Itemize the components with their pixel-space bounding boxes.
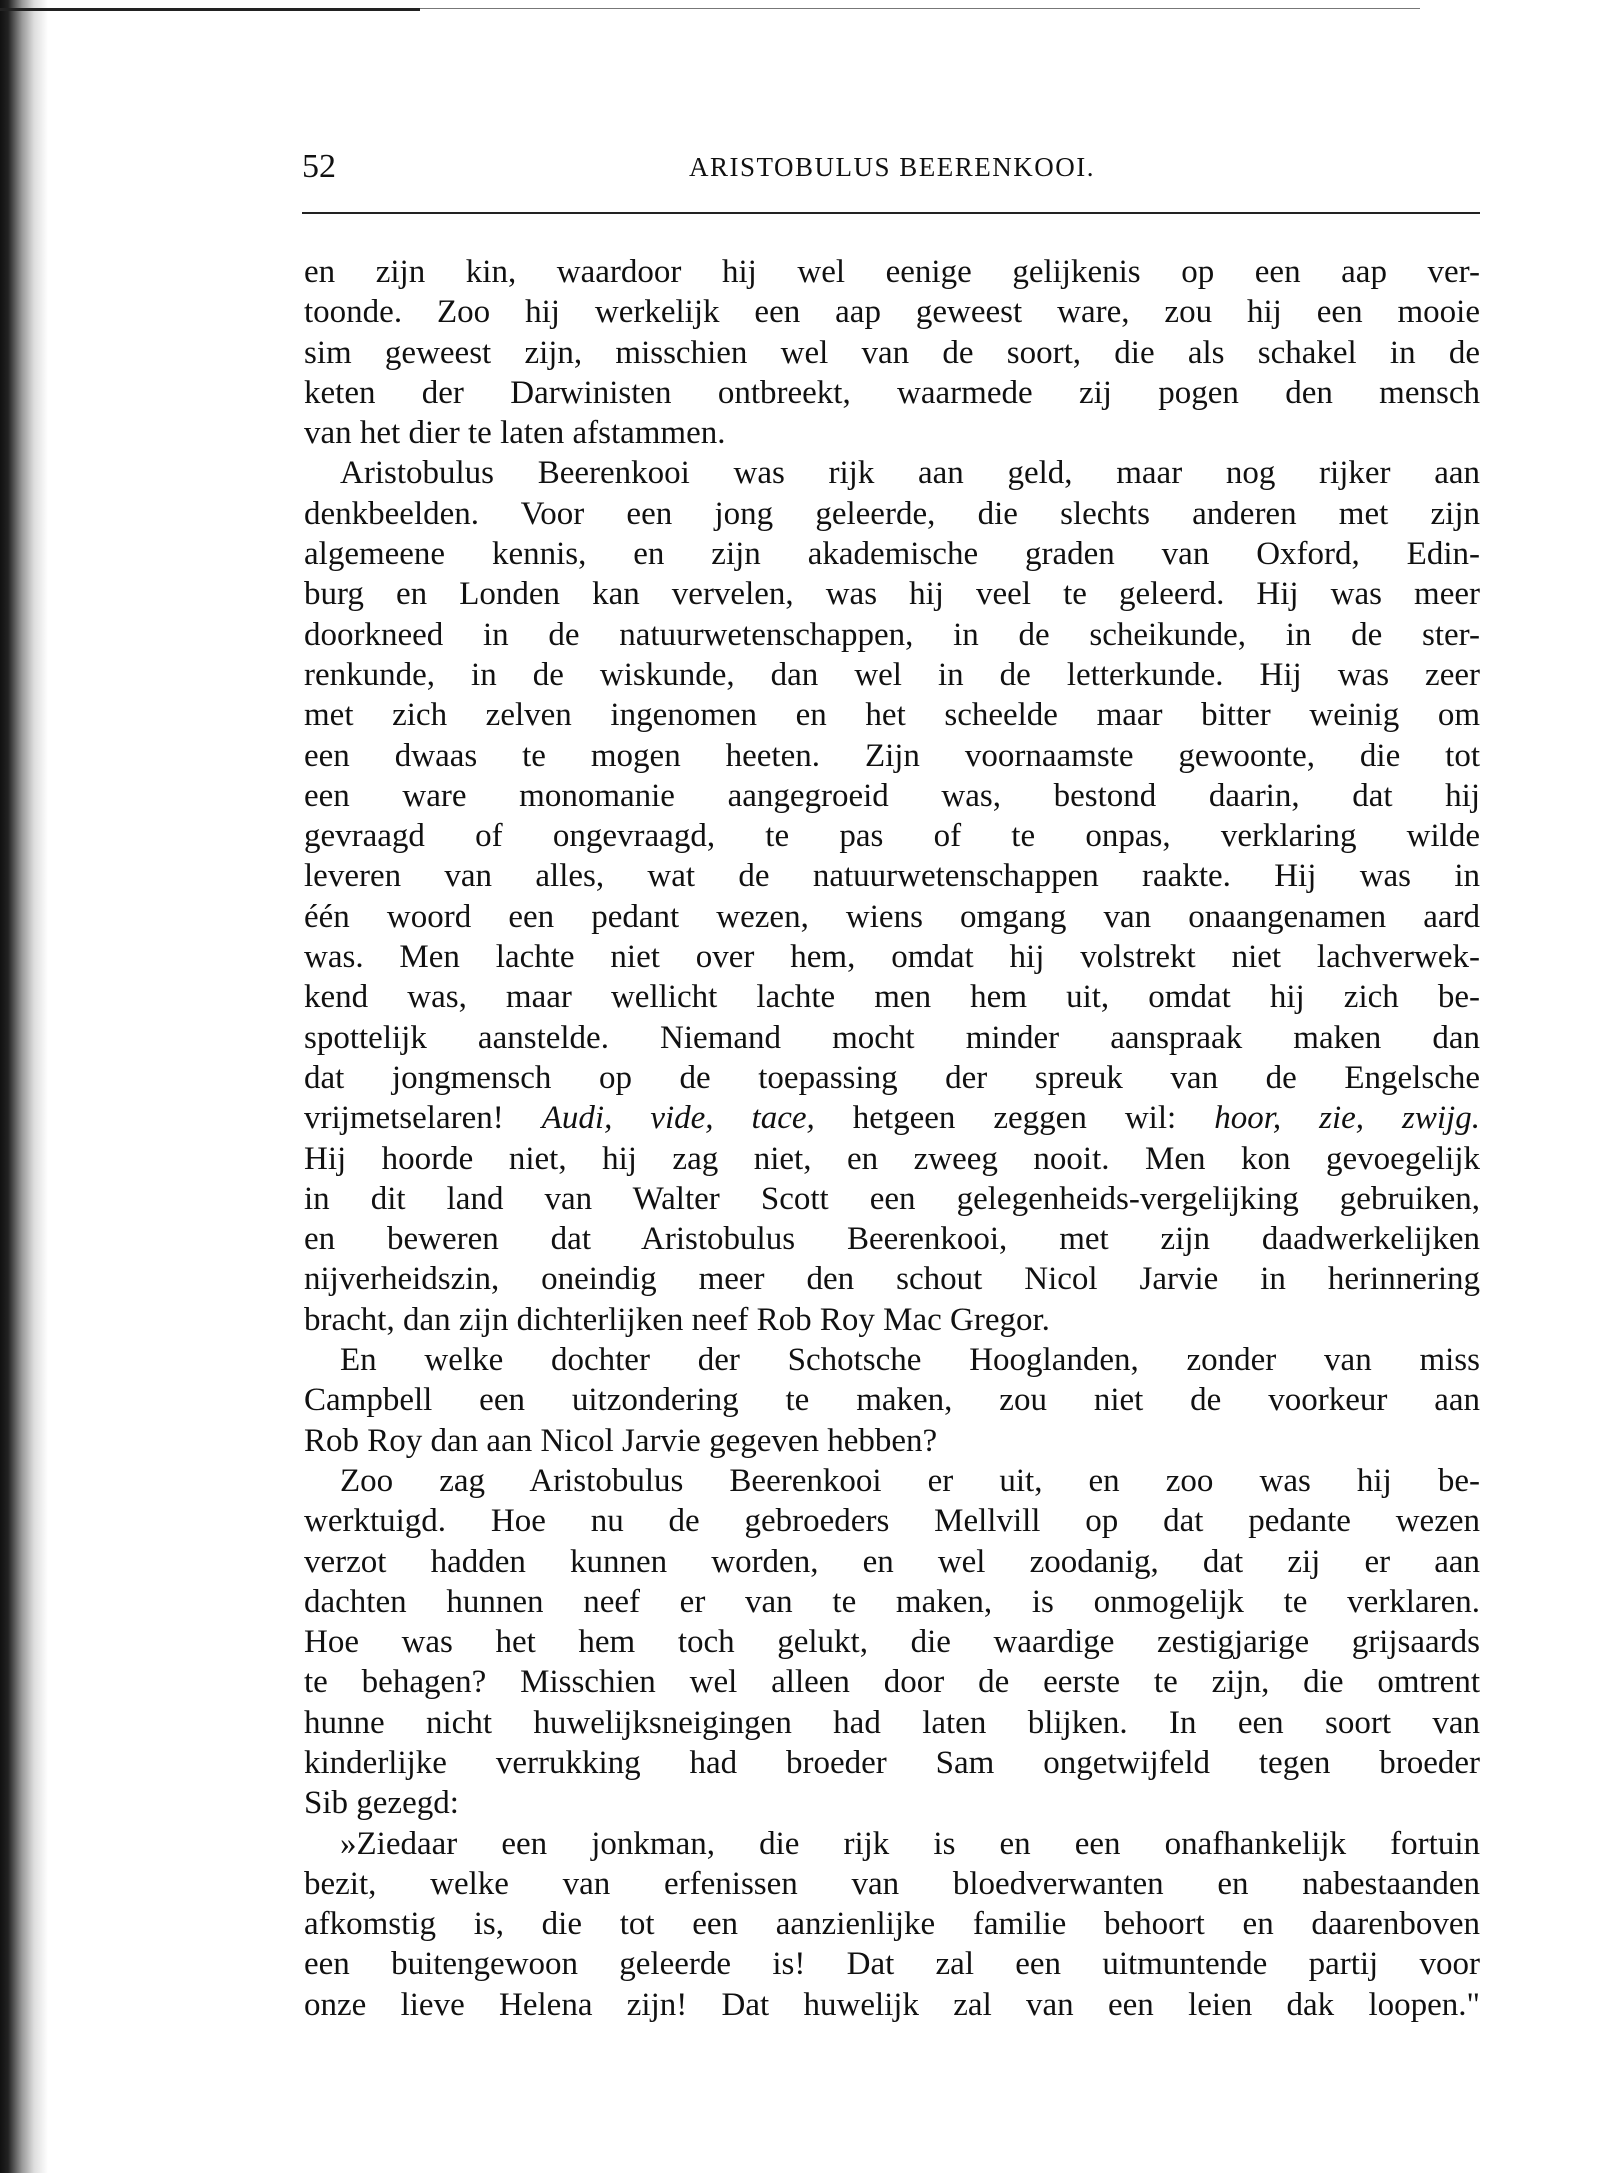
text-segment: met zich zelven ingenomen en het scheelde maar bitter weinig om — [304, 697, 1480, 734]
text-line — [304, 333, 1480, 373]
text-line — [304, 413, 1480, 453]
text-segment: Aristobulus Beerenkooi was rijk aan geld, maar nog rijker aan — [340, 455, 1480, 492]
text-segment: dat jongmensch op de toepassing der spreuk van de Engelsche — [304, 1059, 1480, 1096]
text-line — [304, 1259, 1480, 1299]
text-segment: Hoe was het hem toch gelukt, die waardige zestigjarige grijsaards — [304, 1624, 1480, 1661]
scanned-top-edge-line — [420, 8, 1420, 9]
text-line — [304, 1501, 1480, 1541]
text-line — [304, 1542, 1480, 1582]
text-segment: Hij hoorde niet, hij zag niet, en zweeg nooit. Men kon gevoegelijk — [304, 1140, 1480, 1177]
text-segment: Campbell een uitzondering te maken, zou niet de voorkeur aan — [304, 1382, 1480, 1419]
text-segment: kend was, maar wellicht lachte men hem uit, omdat hij zich be- — [304, 979, 1480, 1016]
text-line — [304, 695, 1480, 735]
text-segment: onze lieve Helena zijn! Dat huwelijk zal van een leien dak loopen." — [304, 1986, 1480, 2023]
text-line — [304, 534, 1480, 574]
text-segment: En welke dochter der Schotsche Hooglanden, zonder van miss — [340, 1342, 1480, 1379]
text-line — [304, 897, 1480, 937]
text-segment: een dwaas te mogen heeten. Zijn voornaamste gewoonte, die tot — [304, 737, 1480, 774]
text-segment: hunne nicht huwelijksneigingen had laten blijken. In een soort van — [304, 1704, 1480, 1741]
text-line — [304, 1985, 1480, 2025]
text-line — [304, 1139, 1480, 1179]
text-segment: in dit land van Walter Scott een gelegenheids-vergelijking gebruiken, — [304, 1180, 1480, 1217]
text-segment: renkunde, in de wiskunde, dan wel in de letterkunde. Hij was zeer — [304, 656, 1480, 693]
text-line — [304, 776, 1480, 816]
text-line — [304, 453, 1480, 493]
text-segment: kinderlijke verrukking had broeder Sam ongetwijfeld tegen broeder — [304, 1744, 1480, 1781]
page-header — [302, 148, 1482, 192]
text-line — [304, 1219, 1480, 1259]
text-segment: vrijmetselaren! — [304, 1100, 542, 1137]
italic-phrase: Audi, vide, tace, — [541, 1100, 815, 1137]
text-line — [304, 373, 1480, 413]
text-line — [304, 1703, 1480, 1743]
text-segment: sim geweest zijn, misschien wel van de soort, die als schakel in de — [304, 334, 1480, 371]
text-segment: toonde. Zoo hij werkelijk een aap geweest ware, zou hij een mooie — [304, 294, 1480, 331]
header-rule — [302, 212, 1480, 214]
text-segment: bracht, dan zijn dichterlijken neef Rob Roy Mac Gregor. — [304, 1301, 1050, 1338]
text-line — [304, 816, 1480, 856]
text-segment: van het dier te laten afstammen. — [304, 415, 726, 452]
text-line — [304, 1179, 1480, 1219]
scanned-page-edge — [0, 0, 48, 2173]
text-line — [304, 977, 1480, 1017]
text-line — [304, 1098, 1480, 1138]
text-segment: een ware monomanie aangegroeid was, bestond daarin, dat hij — [304, 777, 1480, 814]
text-line — [304, 252, 1480, 292]
text-line — [304, 655, 1480, 695]
text-line — [304, 1018, 1480, 1058]
text-line — [304, 1300, 1480, 1340]
page-number: 52 — [302, 148, 336, 185]
running-title: ARISTOBULUS BEERENKOOI. — [688, 152, 1095, 182]
text-segment: bezit, welke van erfenissen van bloedverwanten en nabestaanden — [304, 1865, 1480, 1902]
text-line — [304, 1380, 1480, 1420]
text-line — [304, 1340, 1480, 1380]
text-line — [304, 1662, 1480, 1702]
text-segment: leveren van alles, wat de natuurwetenschappen raakte. Hij was in — [304, 858, 1480, 895]
text-segment: Zoo zag Aristobulus Beerenkooi er uit, en zoo was hij be- — [340, 1462, 1480, 1499]
text-segment: burg en Londen kan vervelen, was hij veel te geleerd. Hij was meer — [304, 576, 1480, 613]
text-line — [304, 292, 1480, 332]
text-segment: te behagen? Misschien wel alleen door de eerste te zijn, die omtrent — [304, 1664, 1480, 1701]
text-segment: »Ziedaar een jonkman, die rijk is en een onafhankelijk fortuin — [340, 1825, 1480, 1862]
text-line — [304, 1743, 1480, 1783]
text-line — [304, 1783, 1480, 1823]
text-line — [304, 1824, 1480, 1864]
scanned-top-edge — [0, 8, 420, 11]
text-line — [304, 1622, 1480, 1662]
text-segment: dachten hunnen neef er van te maken, is onmogelijk te verklaren. — [304, 1583, 1480, 1620]
text-line — [304, 1421, 1480, 1461]
text-segment: en beweren dat Aristobulus Beerenkooi, met zijn daadwerkelijken — [304, 1221, 1480, 1258]
text-segment: en zijn kin, waardoor hij wel eenige gelijkenis op een aap ver- — [304, 254, 1480, 290]
text-segment: een buitengewoon geleerde is! Dat zal een uitmuntende partij voor — [304, 1946, 1480, 1983]
text-line — [304, 937, 1480, 977]
text-line — [304, 615, 1480, 655]
text-line — [304, 574, 1480, 614]
text-line — [304, 1461, 1480, 1501]
text-segment: werktuigd. Hoe nu de gebroeders Mellvill op dat pedante wezen — [304, 1503, 1480, 1540]
text-segment: was. Men lachte niet over hem, omdat hij volstrekt niet lachverwek- — [304, 939, 1480, 976]
text-line — [304, 494, 1480, 534]
text-line — [304, 1864, 1480, 1904]
text-line — [304, 1582, 1480, 1622]
page-body-text — [304, 252, 1480, 2025]
text-line — [304, 1904, 1480, 1944]
text-segment: algemeene kennis, en zijn akademische graden van Oxford, Edin- — [304, 536, 1480, 573]
text-segment: nijverheidszin, oneindig meer den schout Nicol Jarvie in herinnering — [304, 1261, 1480, 1298]
text-segment: Sib gezegd: — [304, 1785, 459, 1822]
text-line — [304, 736, 1480, 776]
italic-phrase: hoor, zie, zwijg. — [1214, 1100, 1480, 1137]
text-segment: hetgeen zeggen wil: — [814, 1100, 1215, 1137]
text-segment: verzot hadden kunnen worden, en wel zoodanig, dat zij er aan — [304, 1543, 1480, 1580]
text-line — [304, 856, 1480, 896]
text-segment: keten der Darwinisten ontbreekt, waarmede zij pogen den mensch — [304, 374, 1480, 411]
text-line — [304, 1058, 1480, 1098]
text-segment: denkbeelden. Voor een jong geleerde, die slechts anderen met zijn — [304, 495, 1480, 532]
text-segment: gevraagd of ongevraagd, te pas of te onpas, verklaring wilde — [304, 818, 1480, 855]
text-segment: afkomstig is, die tot een aanzienlijke familie behoort en daarenboven — [304, 1906, 1480, 1943]
text-segment: één woord een pedant wezen, wiens omgang van onaangenamen aard — [304, 898, 1480, 935]
text-segment: doorkneed in de natuurwetenschappen, in de scheikunde, in de ster- — [304, 616, 1480, 653]
text-segment: Rob Roy dan aan Nicol Jarvie gegeven hebben? — [304, 1422, 938, 1459]
text-line — [304, 1944, 1480, 1984]
text-segment: spottelijk aanstelde. Niemand mocht minder aanspraak maken dan — [304, 1019, 1480, 1056]
